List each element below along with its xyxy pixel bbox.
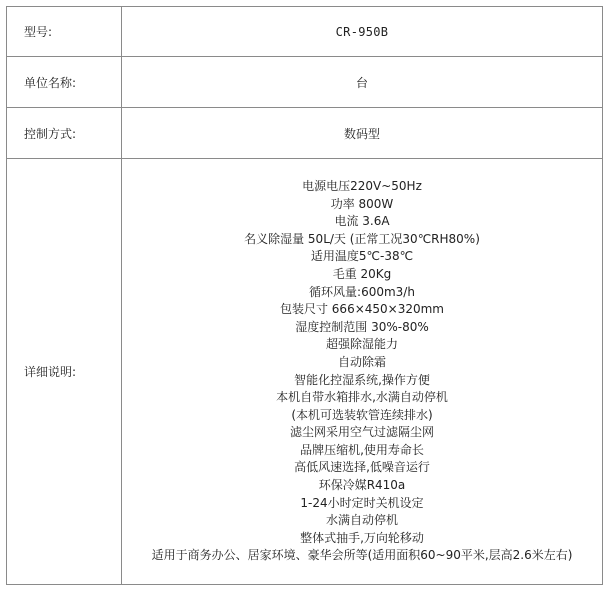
spec-row-details bbox=[7, 159, 603, 585]
details-line: 整体式抽手,万向轮移动 bbox=[300, 530, 424, 545]
details-line: 滤尘网采用空气过滤隔尘网 bbox=[289, 425, 434, 440]
details-list bbox=[122, 178, 602, 565]
product-spec-table bbox=[6, 6, 603, 585]
details-line: 循环风量:600m3/h bbox=[309, 284, 415, 299]
details-line: 本机自带水箱排水,水满自动停机 bbox=[276, 390, 448, 405]
spec-row-control bbox=[7, 108, 603, 159]
details-line: 毛重 20Kg bbox=[332, 266, 392, 281]
details-line: 适用于商务办公、居家环境、豪华会所等(适用面积60~90平米,层高2.6米左右) bbox=[151, 548, 573, 563]
details-line: 环保冷媒R410a bbox=[318, 478, 406, 493]
details-line: 品牌压缩机,使用寿命长 bbox=[300, 442, 424, 457]
details-line: 超强除湿能力 bbox=[325, 337, 398, 352]
details-line: 智能化控湿系统,操作方便 bbox=[294, 372, 430, 387]
details-line: 水满自动停机 bbox=[325, 513, 398, 528]
details-line: 电流 3.6A bbox=[334, 214, 390, 229]
details-line: 电源电压220V~50Hz bbox=[302, 178, 422, 193]
spec-row-unit bbox=[7, 57, 603, 108]
unit-label: 单位名称: bbox=[7, 57, 122, 108]
spec-row-model bbox=[7, 7, 603, 57]
control-value: 数码型 bbox=[122, 108, 603, 159]
model-label: 型号: bbox=[7, 7, 122, 57]
unit-value: 台 bbox=[122, 57, 603, 108]
details-line: 湿度控制范围 30%-80% bbox=[295, 319, 429, 334]
details-line: (本机可选装软管连续排水) bbox=[291, 407, 433, 422]
details-line: 1-24小时定时关机设定 bbox=[300, 495, 424, 510]
details-line: 名义除湿量 50L/天 (正常工况30℃RH80%) bbox=[244, 231, 480, 246]
details-line: 功率 800W bbox=[330, 196, 394, 211]
details-line: 自动除霜 bbox=[337, 354, 386, 369]
details-line: 适用温度5℃-38℃ bbox=[310, 249, 414, 264]
details-line: 高低风速选择,低噪音运行 bbox=[294, 460, 430, 475]
details-line: 包装尺寸 666×450×320mm bbox=[279, 302, 445, 317]
model-value: CR-950B bbox=[122, 7, 603, 57]
details-label: 详细说明: bbox=[7, 159, 122, 585]
details-value bbox=[122, 159, 603, 585]
control-label: 控制方式: bbox=[7, 108, 122, 159]
